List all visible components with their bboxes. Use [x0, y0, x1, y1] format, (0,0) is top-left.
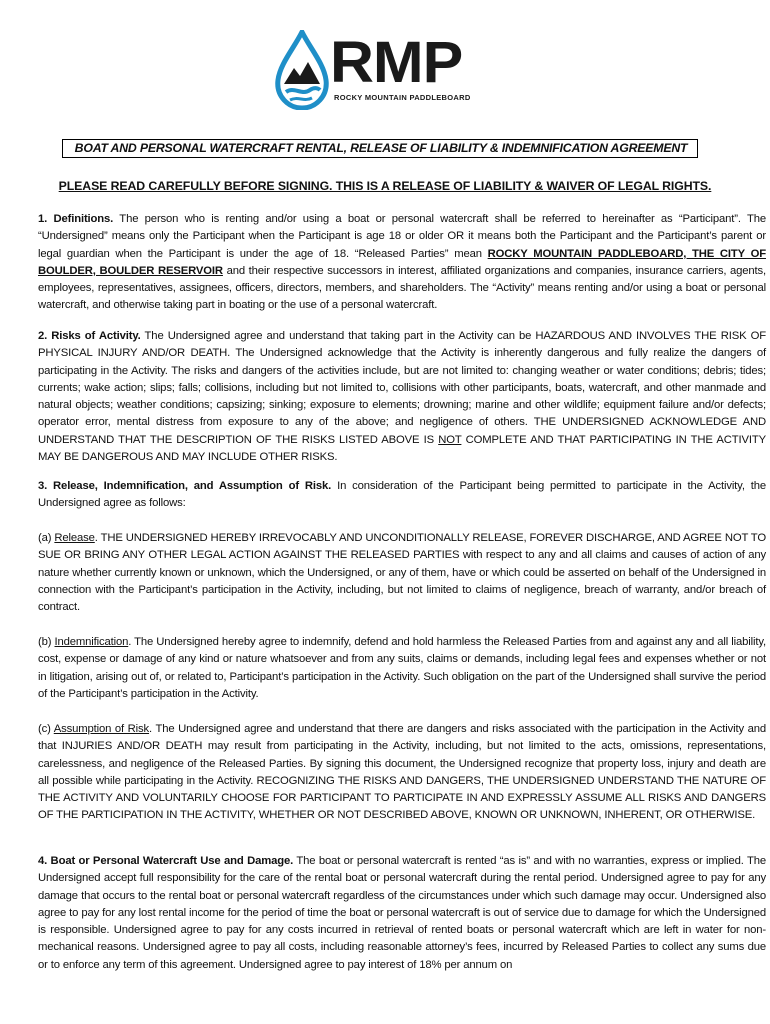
- logo-brand: RMP: [330, 30, 463, 95]
- subsection-label: (a): [38, 532, 55, 544]
- section-text: The boat or personal watercraft is rented “as is” and with no warranties, express or implied. The Undersigned accept full responsibility for the care of the rental boat or personal watercraft during the rental period. Undersigned agree to pay for any damage that occurs to the rental boat or personal watercraft regardless of the circumstances under which such damage may occur. Undersigned also agree to pay for any lost rental income for the period of time the boat or personal watercraft is out of service due to damage for which the Undersigned is responsible. Undersigned agree to pay for any costs incurred in retrieval of rented boats or personal watercraft which are left in water for non-mechanical reasons. Undersigned agree to pay all costs, including reasonable attorney’s fees, incurred by Released Parties to collect any sums due or to enforce any term of this agreement. Undersigned agree to pay interest of 18% per annum on: [38, 855, 766, 971]
- not-emphasis: NOT: [438, 433, 462, 446]
- section-text: The Undersigned agree and understand that taking part in the Activity can be HAZARDOUS AND INVOLVES THE RISK OF PHYSICAL INJURY AND/OR DEATH. The Undersigned acknowledge that the Activity is inherently dangerous and fully realize the dangers of participating in the Activity. The risks and dangers of the activities include, but are not limited to: changing weather or water conditions; debris; tides; currents; wake action; slips; falls; collisions, including but not limited to, collisions with other participants, boats, watercraft, and other manmade and natural objects; weather conditions; capsizing; sinking; exposure to elements; drowning; marine and other wildlife; equipment failure and/or defects; operator error, mental distress from exposure to any of the above; and negligence of others. THE UNDERSIGNED ACKNOWLEDGE AND UNDERSTAND THAT THE DESCRIPTION OF THE RISKS LISTED ABOVE IS: [38, 330, 766, 446]
- subsection-heading: Release: [54, 532, 95, 544]
- subsection-assumption-of-risk: [18, 721, 766, 825]
- section-watercraft-use: [18, 853, 766, 974]
- subsection-heading: Indemnification: [54, 636, 129, 648]
- section-text: . The Undersigned agree and understand that there are dangers and risks associated with the participation in the Activity and that INJURIES AND/OR DEATH may result from participating in the Activity, including, but not limited to the acts, omissions, representations, carelessness, and negligence of the Released Parties. By signing this document, the Undersigned recognize that property loss, injury and death are all possible while participating in the Activity. RECOGNIZING THE RISKS AND DANGERS, THE UNDERSIGNED UNDERSTAND THE NATURE OF THE ACTIVITY AND VOLUNTARILY CHOOSE FOR PARTICIPANT TO PARTICIPATE IN AND EXPRESSLY ASSUME ALL RISKS AND DANGERS OF THE PARTICIPATION IN THE ACTIVITY, WHETHER OR NOT DESCRIBED ABOVE, KNOWN OR UNKNOWN, INHERENT, OR OTHERWISE.: [38, 723, 767, 822]
- section-heading: 3. Release, Indemnification, and Assumption of Risk.: [38, 480, 332, 492]
- section-text: and their respective successors in interest, affiliated organizations and companies, insurance carriers, agents, employees, representatives, assignees, officers, directors, members, and shareholders. The “Activity” means renting and/or using a boat or personal watercraft, and otherwise taking part in boating or the use of a personal watercraft.: [38, 264, 766, 312]
- section-risks: [18, 328, 766, 466]
- agreement-title-box: [62, 139, 698, 158]
- section-text: COMPLETE AND THAT PARTICIPATING IN THE ACTIVITY MAY BE DANGEROUS AND MAY INCLUDE OTHER RISKS.: [38, 433, 766, 464]
- subsection-label: (c): [38, 723, 54, 735]
- section-heading: 4. Boat or Personal Watercraft Use and Damage.: [38, 855, 294, 867]
- section-heading: 1. Definitions.: [38, 213, 114, 225]
- subsection-label: (b): [38, 636, 55, 648]
- subsection-heading: Assumption of Risk: [53, 723, 150, 735]
- section-text: . THE UNDERSIGNED HEREBY IRREVOCABLY AND UNCONDITIONALLY RELEASE, FOREVER DISCHARGE, AND AGREE NOT TO SUE OR BRING ANY OTHER LEGAL ACTION AGAINST THE RELEASED PARTIES with respect to any and all claims and causes of action of any nature whether currently known or unknown, which the Undersigned, or any of them, have or which could be asserted on behalf of the Undersigned in connection with the Participant’s participation in the Activity, including, but not limited to claims of negligence, breach of warranty, and/or breach of contract.: [38, 532, 766, 614]
- released-parties-names: ROCKY MOUNTAIN PADDLEBOARD, THE CITY OF BOULDER, BOULDER RESERVOIR: [38, 247, 766, 277]
- section-text: In consideration of the Participant being permitted to participate in the Activity, the Undersigned agree as follows:: [38, 480, 766, 510]
- company-logo: [272, 30, 502, 110]
- section-text: . The Undersigned hereby agree to indemnify, defend and hold harmless the Released Parties from and against any and all liability, cost, expense or damage of any kind or nature whatsoever and from any suits, claims or demands, including legal fees and expenses whether or not in litigation, arising out of, or related to, Participant’s participation in the Activity. Such obligation on the part of the Undersigned shall survive the period of the Participant’s participation in the Activity.: [38, 636, 766, 700]
- subsection-indemnification: [18, 634, 766, 703]
- warning-subheading: PLEASE READ CAREFULLY BEFORE SIGNING. THIS IS A RELEASE OF LIABILITY & WAIVER OF LEGAL RIGHTS.: [58, 179, 712, 193]
- water-drop-icon: [272, 30, 332, 110]
- section-text: The person who is renting and/or using a boat or personal watercraft shall be referred to hereinafter as “Participant”. The “Undersigned” means only the Participant when the Participant is age 18 or older OR it means both the Participant and the Participant’s parent or legal guardian when the Participant is under the age of 18. “Released Parties” mean: [38, 213, 766, 260]
- agreement-title: BOAT AND PERSONAL WATERCRAFT RENTAL, RELEASE OF LIABILITY & INDEMNIFICATION AGREEMENT: [74, 141, 688, 155]
- subsection-release: [18, 530, 766, 616]
- section-heading: 2. Risks of Activity.: [38, 330, 141, 342]
- section-release-indemnification: [18, 478, 766, 513]
- logo-tagline: ROCKY MOUNTAIN PADDLEBOARD: [334, 93, 471, 102]
- section-definitions: [18, 211, 766, 315]
